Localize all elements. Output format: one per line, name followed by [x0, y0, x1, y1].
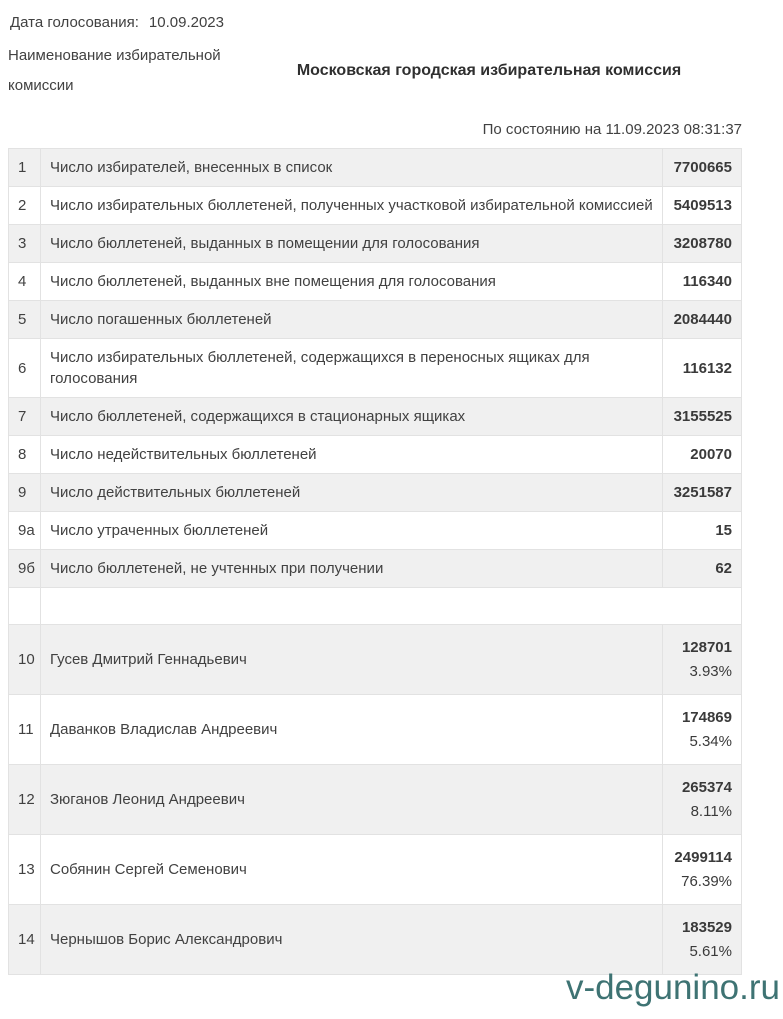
row-value: 3208780	[663, 225, 742, 263]
row-number: 12	[9, 765, 41, 835]
candidate-row-11	[9, 695, 742, 765]
row-value: 3155525	[663, 398, 742, 436]
summary-row-9	[9, 474, 742, 512]
row-number: 14	[9, 905, 41, 975]
row-label: Число недействительных бюллетеней	[41, 436, 663, 474]
candidate-votes: 265374	[681, 779, 732, 796]
row-number: 2	[9, 187, 41, 225]
commission-name-title: Московская городская избирательная комиссия	[296, 62, 682, 79]
row-value: 5409513	[663, 187, 742, 225]
candidate-row-13	[9, 835, 742, 905]
row-number: 4	[9, 263, 41, 301]
row-number: 10	[9, 625, 41, 695]
candidate-votes: 183529	[681, 919, 732, 936]
candidate-result	[663, 905, 742, 975]
row-value: 116340	[663, 263, 742, 301]
candidate-percent: 5.61%	[689, 943, 732, 960]
candidate-row-14	[9, 905, 742, 975]
row-value: 2084440	[663, 301, 742, 339]
candidate-votes: 174869	[681, 709, 732, 726]
row-number: 9б	[9, 550, 41, 588]
candidate-result	[663, 625, 742, 695]
candidate-percent: 3.93%	[689, 663, 732, 680]
candidate-name: Чернышов Борис Александрович	[41, 905, 663, 975]
candidate-name: Гусев Дмитрий Геннадьевич	[41, 625, 663, 695]
row-number: 6	[9, 339, 41, 398]
summary-row-5	[9, 301, 742, 339]
row-label: Число бюллетеней, содержащихся в стационарных ящиках	[41, 398, 663, 436]
separator-cell	[41, 588, 742, 625]
candidate-result	[663, 765, 742, 835]
row-value: 116132	[663, 339, 742, 398]
row-number: 3	[9, 225, 41, 263]
row-label: Число действительных бюллетеней	[41, 474, 663, 512]
row-label: Число избирателей, внесенных в список	[41, 149, 663, 187]
row-value: 7700665	[663, 149, 742, 187]
summary-row-3	[9, 225, 742, 263]
candidate-name: Даванков Владислав Андреевич	[41, 695, 663, 765]
summary-row-4	[9, 263, 742, 301]
candidate-percent: 8.11%	[690, 803, 732, 820]
candidate-percent: 5.34%	[689, 733, 732, 750]
commission-header	[8, 41, 742, 101]
voting-date-line	[10, 14, 742, 31]
separator-cell	[9, 588, 41, 625]
row-number: 11	[9, 695, 41, 765]
row-label: Число бюллетеней, не учтенных при получении	[41, 550, 663, 588]
row-value: 20070	[663, 436, 742, 474]
candidate-name: Зюганов Леонид Андреевич	[41, 765, 663, 835]
commission-label: Наименование избирательной комиссии	[8, 47, 221, 94]
candidate-row-12	[9, 765, 742, 835]
candidate-result	[663, 695, 742, 765]
row-label: Число бюллетеней, выданных в помещении для голосования	[41, 225, 663, 263]
candidate-votes: 128701	[681, 639, 732, 656]
row-label: Число бюллетеней, выданных вне помещения для голосования	[41, 263, 663, 301]
as-of-timestamp: По состоянию на 11.09.2023 08:31:37	[482, 121, 742, 138]
row-number: 8	[9, 436, 41, 474]
row-value: 62	[663, 550, 742, 588]
row-number: 5	[9, 301, 41, 339]
row-number: 9	[9, 474, 41, 512]
voting-date-value: 10.09.2023	[148, 14, 224, 31]
row-label: Число погашенных бюллетеней	[41, 301, 663, 339]
candidate-name: Собянин Сергей Семенович	[41, 835, 663, 905]
row-value: 15	[663, 512, 742, 550]
row-number: 13	[9, 835, 41, 905]
candidate-percent: 76.39%	[681, 873, 732, 890]
site-watermark: v-degunino.ru	[565, 968, 780, 1007]
separator-row	[9, 588, 742, 625]
row-number: 9а	[9, 512, 41, 550]
summary-row-1	[9, 149, 742, 187]
summary-row-9b	[9, 550, 742, 588]
row-label: Число избирательных бюллетеней, содержащихся в переносных ящиках для голосования	[41, 339, 663, 398]
candidate-result	[663, 835, 742, 905]
row-number: 1	[9, 149, 41, 187]
candidate-votes: 2499114	[674, 849, 732, 866]
summary-row-2	[9, 187, 742, 225]
row-label: Число утраченных бюллетеней	[41, 512, 663, 550]
candidate-row-10	[9, 625, 742, 695]
summary-row-8	[9, 436, 742, 474]
voting-date-label: Дата голосования:	[10, 14, 139, 31]
results-table	[8, 148, 742, 975]
summary-row-7	[9, 398, 742, 436]
row-label: Число избирательных бюллетеней, полученных участковой избирательной комиссией	[41, 187, 663, 225]
summary-row-6	[9, 339, 742, 398]
row-value: 3251587	[663, 474, 742, 512]
row-number: 7	[9, 398, 41, 436]
summary-row-9a	[9, 512, 742, 550]
